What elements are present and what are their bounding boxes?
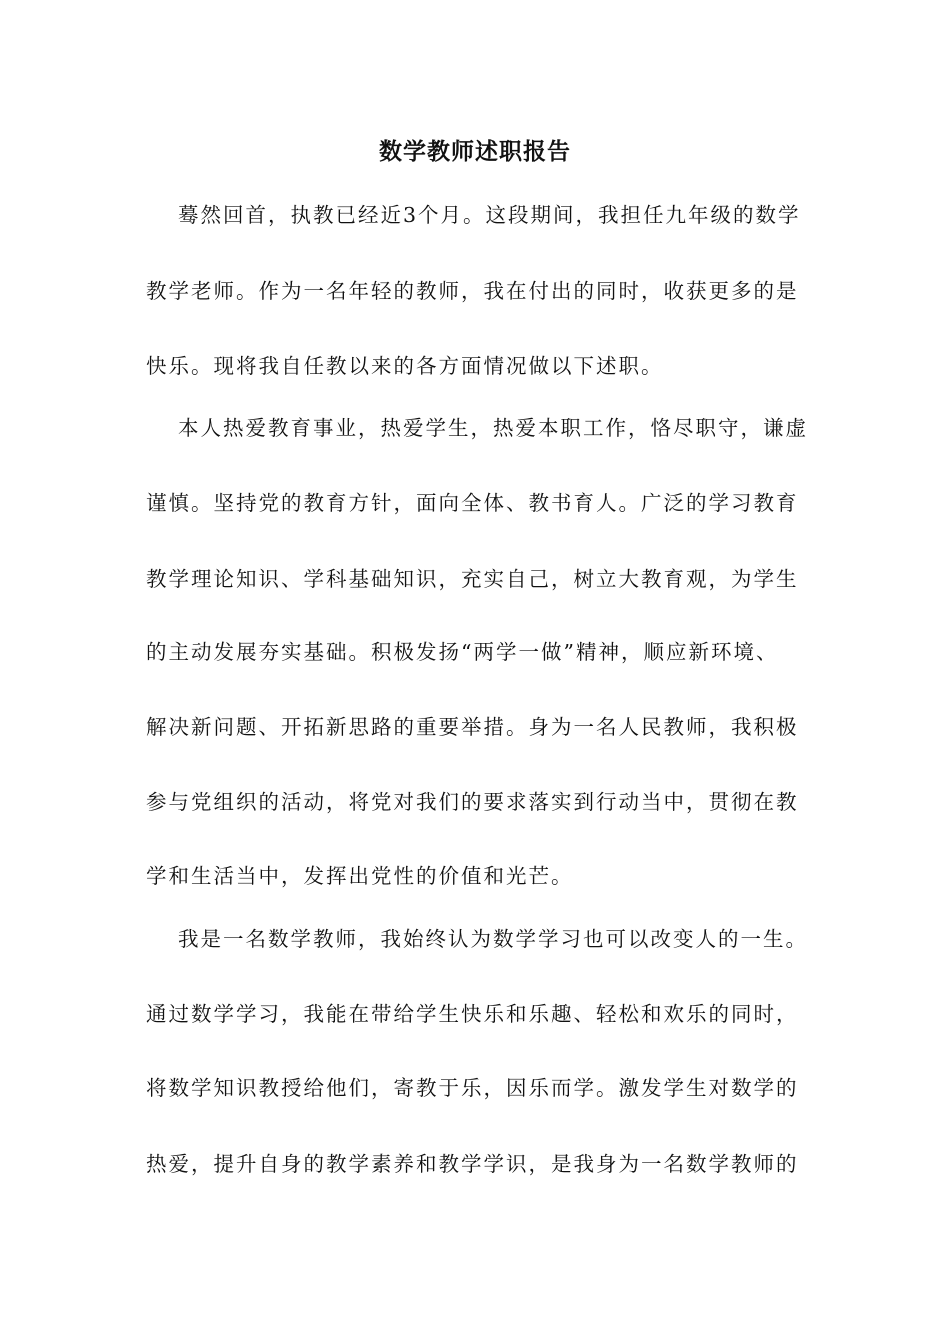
paragraph-2-line-1: 本人热爱教育事业，热爱学生，热爱本职工作，恪尽职守，谦虚 [178,416,808,440]
paragraph-1-line-2: 教学老师。作为一名年轻的教师，我在付出的同时，收获更多的是 [146,279,799,303]
paragraph-3-line-2: 通过数学学习，我能在带给学生快乐和乐趣、轻松和欢乐的同时， [146,1002,799,1026]
paragraph-3-line-1: 我是一名数学教师，我始终认为数学学习也可以改变人的一生。 [178,927,808,951]
paragraph-3-line-3: 将数学知识教授给他们，寄教于乐，因乐而学。激发学生对数学的 [146,1076,799,1100]
paragraph-3-line-4: 热爱，提升自身的教学素养和教学学识，是我身为一名数学教师的 [146,1152,799,1176]
paragraph-2-line-3: 教学理论知识、学科基础知识，充实自己，树立大教育观，为学生 [146,567,799,591]
paragraph-2-line-6: 参与党组织的活动，将党对我们的要求落实到行动当中，贯彻在教 [146,790,799,814]
page-title: 数学教师述职报告 [379,138,571,165]
paragraph-2-line-2: 谨慎。坚持党的教育方针，面向全体、教书育人。广泛的学习教育 [146,491,799,515]
paragraph-2-line-4: 的主动发展夯实基础。积极发扬“两学一做”精神，顺应新环境、 [146,640,779,664]
paragraph-1-line-1: 蓦然回首，执教已经近3个月。这段期间，我担任九年级的数学 [178,203,801,227]
paragraph-1-line-3: 快乐。现将我自任教以来的各方面情况做以下述职。 [146,354,664,378]
paragraph-2-line-7: 学和生活当中，发挥出党性的价值和光芒。 [146,864,574,888]
paragraph-2-line-5: 解决新问题、开拓新思路的重要举措。身为一名人民教师，我积极 [146,715,799,739]
